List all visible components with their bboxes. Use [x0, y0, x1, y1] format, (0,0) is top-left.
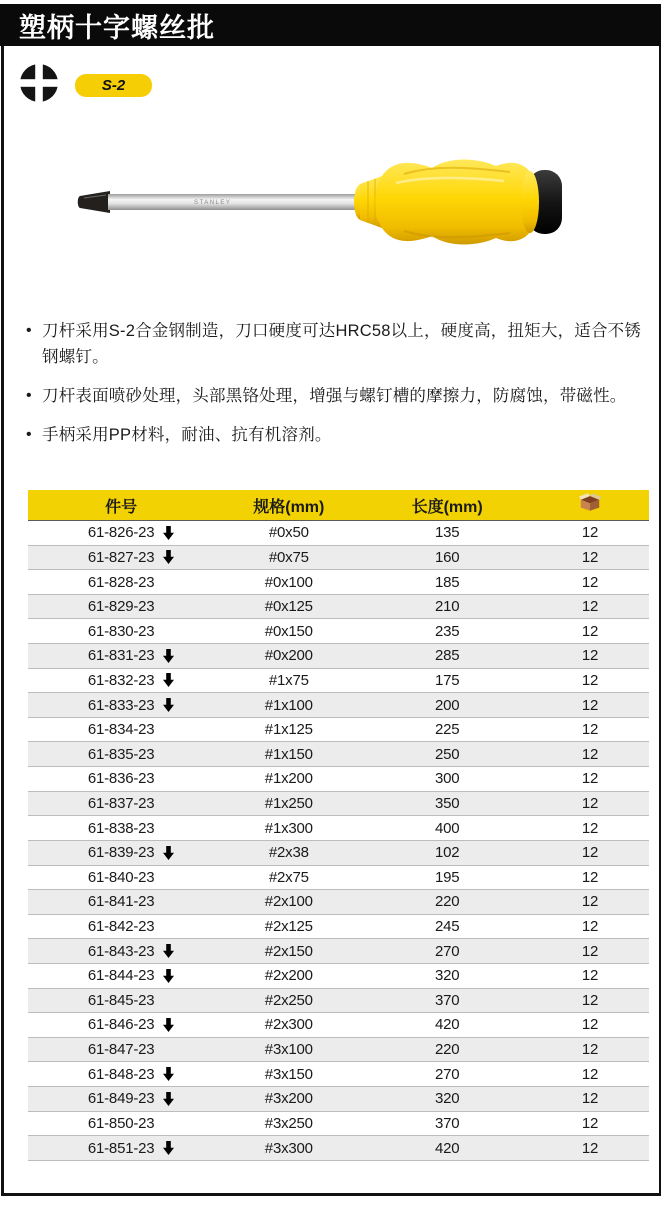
table-row — [28, 841, 649, 866]
page-title: 塑柄十字螺丝批 — [19, 12, 215, 43]
part-cell — [28, 669, 214, 693]
part-number: 61-850-23 — [87, 1114, 155, 1132]
spec-cell: #1x75 — [268, 671, 309, 689]
qty-cell: 12 — [581, 696, 599, 714]
part-cell — [28, 939, 214, 963]
part-number: 61-840-23 — [87, 868, 155, 886]
table-row — [28, 890, 649, 915]
spec-cell: #0x200 — [264, 647, 313, 665]
length-cell: 220 — [434, 1041, 460, 1059]
table-row — [28, 915, 649, 940]
length-cell: 245 — [434, 918, 460, 936]
qty-cell: 12 — [581, 671, 599, 689]
qty-cell: 12 — [581, 1139, 599, 1157]
table-row — [28, 767, 649, 792]
spec-cell: #2x150 — [264, 942, 313, 960]
table-row — [28, 1062, 649, 1087]
part-cell — [28, 1136, 214, 1160]
qty-cell: 12 — [581, 795, 599, 812]
spec-cell: #1x150 — [264, 745, 313, 763]
length-cell: 320 — [434, 1090, 460, 1108]
part-number: 61-845-23 — [87, 991, 155, 1009]
table-row — [28, 693, 649, 718]
part-number: 61-833-23 — [87, 696, 155, 714]
length-cell: 220 — [434, 893, 460, 911]
table-row — [28, 644, 649, 669]
part-cell — [28, 1087, 214, 1111]
part-number: 61-836-23 — [87, 770, 155, 788]
part-number: 61-830-23 — [87, 622, 155, 640]
table-row — [28, 669, 649, 694]
qty-cell: 12 — [581, 918, 599, 936]
table-row — [28, 595, 649, 620]
part-cell — [28, 595, 214, 619]
spec-cell: #1x300 — [264, 819, 313, 837]
qty-cell: 12 — [581, 819, 599, 837]
length-cell: 420 — [434, 1139, 460, 1157]
header-qty — [531, 490, 649, 520]
table-header — [28, 490, 649, 521]
down-arrow-icon — [163, 1067, 174, 1081]
qty-cell: 12 — [581, 548, 599, 566]
part-number: 61-846-23 — [87, 1016, 155, 1034]
screwdriver-illustration — [76, 146, 576, 258]
badge-row — [19, 63, 152, 108]
down-arrow-icon — [163, 1141, 174, 1155]
spec-cell: #0x125 — [264, 598, 313, 616]
spec-cell: #3x200 — [264, 1090, 313, 1108]
table-row — [28, 1112, 649, 1137]
length-cell: 370 — [434, 991, 460, 1009]
feature-item: • 刀杆采用S-2合金钢制造，刀口硬度可达HRC58以上，硬度高，扭矩大，适合不锈钢螺钉。 — [25, 318, 650, 370]
qty-cell: 12 — [581, 991, 599, 1009]
phillips-cross-icon — [19, 63, 59, 108]
length-cell: 320 — [434, 967, 460, 985]
spec-cell: #2x200 — [264, 967, 313, 985]
part-cell — [28, 964, 214, 988]
part-cell — [28, 644, 214, 668]
qty-cell: 12 — [581, 1090, 599, 1108]
length-cell: 135 — [434, 524, 460, 542]
table-row — [28, 866, 649, 891]
spec-cell: #1x200 — [264, 770, 313, 788]
spec-cell: #0x50 — [268, 524, 309, 542]
table-row — [28, 619, 649, 644]
qty-cell: 12 — [581, 1114, 599, 1132]
part-cell — [28, 866, 214, 890]
qty-cell: 12 — [581, 647, 599, 665]
down-arrow-icon — [163, 969, 174, 983]
part-number: 61-839-23 — [87, 844, 155, 862]
product-image — [76, 146, 576, 258]
part-number: 61-829-23 — [87, 598, 155, 616]
spec-cell: #3x250 — [264, 1114, 313, 1132]
steel-grade-badge — [75, 74, 152, 97]
part-cell — [28, 521, 214, 545]
table-row — [28, 792, 649, 817]
qty-cell: 12 — [581, 1065, 599, 1083]
part-number: 61-851-23 — [87, 1139, 155, 1157]
spec-cell: #2x300 — [264, 1016, 313, 1034]
part-number: 61-828-23 — [87, 573, 155, 591]
length-cell: 300 — [434, 770, 460, 788]
part-cell — [28, 792, 214, 816]
spec-cell: #2x125 — [264, 918, 313, 936]
feature-item: • 刀杆表面喷砂处理，头部黑铬处理，增强与螺钉槽的摩擦力，防腐蚀，带磁性。 — [25, 383, 650, 409]
page-title-bar — [0, 4, 661, 46]
part-cell — [28, 1062, 214, 1086]
spec-cell: #2x75 — [268, 868, 309, 886]
length-cell: 175 — [434, 671, 460, 689]
length-cell: 225 — [434, 721, 460, 739]
down-arrow-icon — [163, 550, 174, 564]
table-row — [28, 521, 649, 546]
part-number: 61-832-23 — [87, 671, 155, 689]
length-cell: 270 — [434, 1065, 460, 1083]
length-cell: 160 — [434, 548, 460, 566]
header-length: 长度(mm) — [411, 498, 483, 516]
part-cell — [28, 816, 214, 840]
part-number: 61-848-23 — [87, 1065, 155, 1083]
table-row — [28, 718, 649, 743]
part-cell — [28, 841, 214, 865]
down-arrow-icon — [163, 846, 174, 860]
down-arrow-icon — [163, 944, 174, 958]
table-row — [28, 1087, 649, 1112]
spec-cell: #3x100 — [264, 1041, 313, 1059]
down-arrow-icon — [163, 526, 174, 540]
length-cell: 350 — [434, 795, 460, 812]
table-row — [28, 742, 649, 767]
table-row — [28, 1136, 649, 1161]
part-number: 61-841-23 — [87, 893, 155, 911]
length-cell: 210 — [434, 598, 460, 616]
content-frame — [1, 46, 661, 1196]
qty-cell: 12 — [581, 598, 599, 616]
steel-grade-label: S-2 — [101, 77, 126, 94]
qty-cell: 12 — [581, 524, 599, 542]
spec-cell: #3x150 — [264, 1065, 313, 1083]
table-row — [28, 1038, 649, 1063]
length-cell: 195 — [434, 868, 460, 886]
table-row — [28, 546, 649, 571]
part-number: 61-826-23 — [87, 524, 155, 542]
part-number: 61-827-23 — [87, 548, 155, 566]
down-arrow-icon — [163, 1092, 174, 1106]
header-part: 件号 — [105, 498, 138, 516]
packing-box-icon — [578, 493, 602, 517]
qty-cell: 12 — [581, 967, 599, 985]
length-cell: 185 — [434, 573, 460, 591]
length-cell: 235 — [434, 622, 460, 640]
qty-cell: 12 — [581, 868, 599, 886]
length-cell: 200 — [434, 696, 460, 714]
spec-cell: #0x100 — [264, 573, 313, 591]
spec-cell: #1x125 — [264, 721, 313, 739]
length-cell: 102 — [434, 844, 460, 862]
screwdriver-handle — [375, 160, 534, 245]
part-cell — [28, 1013, 214, 1037]
part-number: 61-835-23 — [87, 745, 155, 763]
screwdriver-shaft — [108, 194, 360, 210]
part-cell — [28, 619, 214, 643]
length-cell: 250 — [434, 745, 460, 763]
table-row — [28, 989, 649, 1014]
part-cell — [28, 693, 214, 717]
part-number: 61-849-23 — [87, 1090, 155, 1108]
spec-cell: #1x250 — [264, 795, 313, 812]
header-spec: 规格(mm) — [253, 498, 325, 516]
spec-cell: #0x150 — [264, 622, 313, 640]
part-cell — [28, 546, 214, 570]
qty-cell: 12 — [581, 622, 599, 640]
table-row — [28, 1013, 649, 1038]
part-number: 61-842-23 — [87, 918, 155, 936]
part-number: 61-837-23 — [87, 795, 155, 812]
table-row — [28, 570, 649, 595]
length-cell: 285 — [434, 647, 460, 665]
qty-cell: 12 — [581, 1041, 599, 1059]
spec-cell: #1x100 — [264, 696, 313, 714]
feature-item: • 手柄采用PP材料，耐油、抗有机溶剂。 — [25, 422, 650, 448]
part-cell — [28, 742, 214, 766]
length-cell: 270 — [434, 942, 460, 960]
down-arrow-icon — [163, 673, 174, 687]
down-arrow-icon — [163, 1018, 174, 1032]
down-arrow-icon — [163, 649, 174, 663]
length-cell: 400 — [434, 819, 460, 837]
table-row — [28, 816, 649, 841]
length-cell: 420 — [434, 1016, 460, 1034]
part-number: 61-847-23 — [87, 1041, 155, 1059]
qty-cell: 12 — [581, 745, 599, 763]
table-row — [28, 964, 649, 989]
part-number: 61-834-23 — [87, 721, 155, 739]
qty-cell: 12 — [581, 573, 599, 591]
spec-cell: #2x100 — [264, 893, 313, 911]
spec-table — [28, 490, 649, 1161]
table-body — [28, 521, 649, 1161]
part-cell — [28, 915, 214, 939]
part-number: 61-843-23 — [87, 942, 155, 960]
part-cell — [28, 989, 214, 1013]
spec-cell: #3x300 — [264, 1139, 313, 1157]
spec-cell: #2x38 — [268, 844, 309, 862]
qty-cell: 12 — [581, 1016, 599, 1034]
feature-list — [25, 318, 650, 461]
part-cell — [28, 890, 214, 914]
qty-cell: 12 — [581, 770, 599, 788]
part-number: 61-844-23 — [87, 967, 155, 985]
qty-cell: 12 — [581, 893, 599, 911]
shaft-brand-text: STANLEY — [194, 200, 232, 206]
qty-cell: 12 — [581, 721, 599, 739]
table-row — [28, 939, 649, 964]
spec-cell: #2x250 — [264, 991, 313, 1009]
down-arrow-icon — [163, 698, 174, 712]
qty-cell: 12 — [581, 942, 599, 960]
part-cell — [28, 570, 214, 594]
part-cell — [28, 1038, 214, 1062]
length-cell: 370 — [434, 1114, 460, 1132]
screwdriver-tip — [78, 191, 110, 213]
spec-cell: #0x75 — [268, 548, 309, 566]
part-cell — [28, 767, 214, 791]
part-number: 61-838-23 — [87, 819, 155, 837]
part-cell — [28, 1112, 214, 1136]
qty-cell: 12 — [581, 844, 599, 862]
part-number: 61-831-23 — [87, 647, 155, 665]
part-cell — [28, 718, 214, 742]
